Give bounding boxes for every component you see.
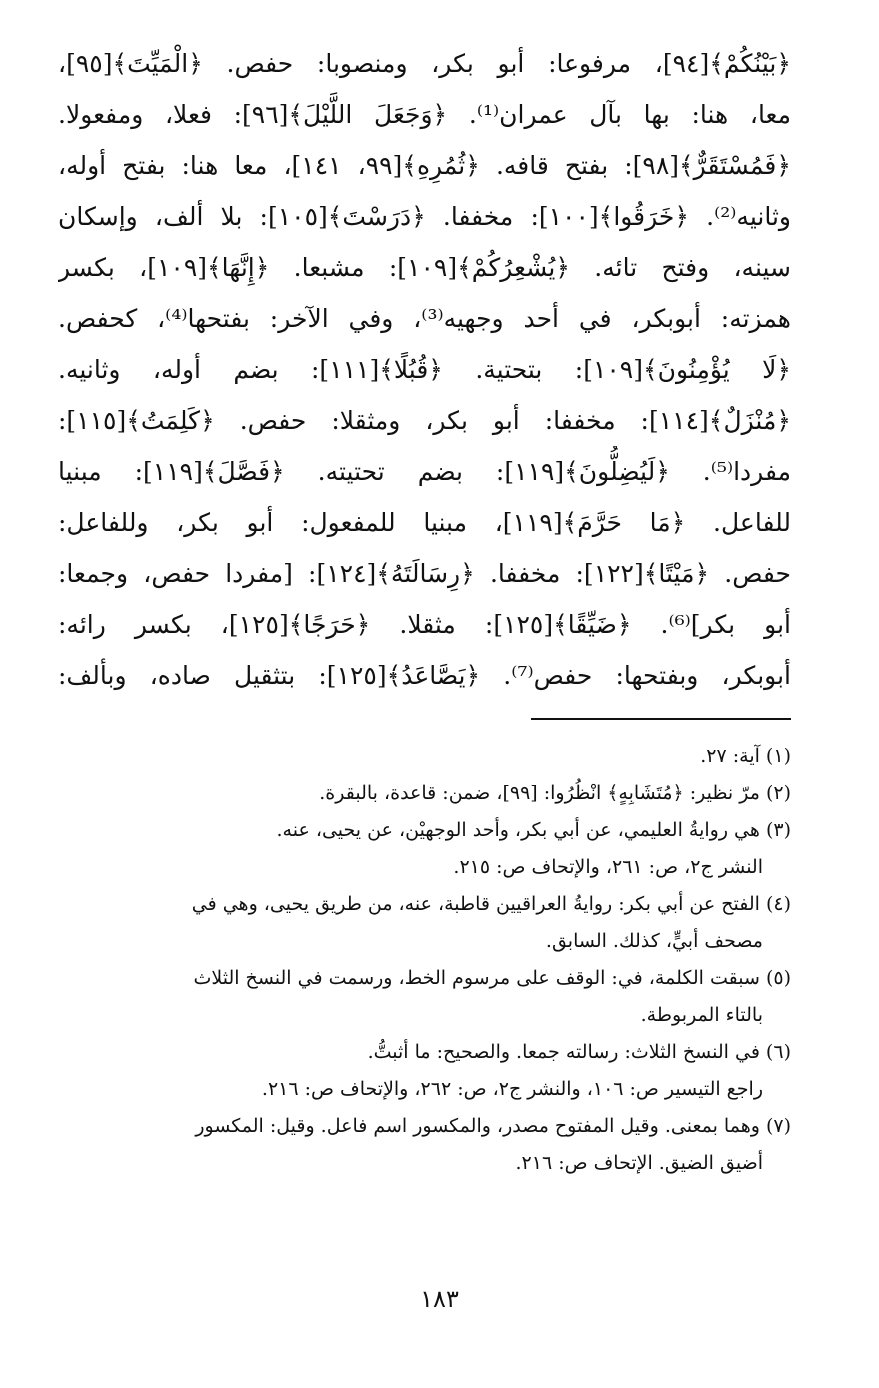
- main-text-line: أبوبكر، وبفتحها: حفص⁽⁷⁾. ﴿يَصَّاعَدُ﴾[١٢٥]: بتثقيل صاده، وبألف:: [58, 661, 791, 690]
- footnote-line: (٧) وهما بمعنى. وقيل المفتوح مصدر، والمكسور اسم فاعل. وقيل: المكسور: [195, 1115, 791, 1137]
- main-text-line: همزته: أبوبكر، في أحد وجهيه⁽³⁾، وفي الآخر: بفتحها⁽⁴⁾، كحفص.: [58, 304, 791, 333]
- footnote-line: (٢) مرّ نظير: ﴿مُتَشَابِهٍ﴾ انْظُرُوا: [٩٩]، ضمن: قاعدة، بالبقرة.: [319, 782, 791, 804]
- footnote-divider: [531, 718, 791, 720]
- footnote-line: راجع التيسير ص: ١٠٦، والنشر ج٢، ص: ٢٦٢، والإتحاف ص: ٢١٦.: [261, 1078, 763, 1100]
- main-text-line: أبو بكر]⁽⁶⁾. ﴿ضَيِّقًا﴾[١٢٥]: مثقلا. ﴿حَرَجًا﴾[١٢٥]، بكسر رائه:: [58, 610, 791, 639]
- main-text-line: وثانيه⁽²⁾. ﴿خَرَقُوا﴾[١٠٠]: مخففا. ﴿دَرَسْتَ﴾[١٠٥]: بلا ألف، وإسكان: [58, 202, 791, 231]
- footnote-line: بالتاء المربوطة.: [640, 1004, 763, 1026]
- main-text-block: [58, 38, 791, 701]
- footnote-line: (٣) هي روايةُ العليمي، عن أبي بكر، وأحد الوجهيْن، عن يحيى، عنه.: [276, 819, 791, 841]
- main-text-line: ﴿بَيْنُكُمْ﴾[٩٤]، مرفوعا: أبو بكر، ومنصوبا: حفص. ﴿الْمَيِّتَ﴾[٩٥]،: [58, 49, 791, 78]
- footnote-line: مصحف أبيٍّ، كذلك. السابق.: [545, 930, 763, 952]
- footnote-line: أضيق الضيق. الإتحاف ص: ٢١٦.: [515, 1152, 763, 1174]
- main-text-line: ﴿فَمُسْتَقَرٌّ﴾[٩٨]: بفتح قافه. ﴿ثُمُرِهِ﴾[٩٩، ١٤١]، معا هنا: بفتح أوله،: [58, 151, 791, 180]
- footnote-line: (٤) الفتح عن أبي بكر: روايةُ العراقيين قاطبة، عنه، من طريق يحيى، وهي في: [191, 893, 791, 915]
- main-text-line: للفاعل. ﴿مَا حَرَّمَ﴾[١١٩]، مبنيا للمفعول: أبو بكر، وللفاعل:: [58, 508, 791, 537]
- footnote-line: النشر ج٢، ص: ٢٦١، والإتحاف ص: ٢١٥.: [453, 856, 763, 878]
- footnote-line: (١) آية: ٢٧.: [700, 745, 791, 767]
- page-number: ١٨٣: [420, 1285, 459, 1313]
- main-text-line: ﴿لَا يُؤْمِنُونَ﴾[١٠٩]: بتحتية. ﴿قُبُلًا﴾[١١١]: بضم أوله، وثانيه.: [58, 355, 791, 384]
- footnote-line: (٥) سبقت الكلمة، في: الوقف على مرسوم الخط، ورسمت في النسخ الثلاث: [193, 967, 791, 989]
- footnotes-block: [58, 738, 791, 1182]
- main-text-line: سينه، وفتح تائه. ﴿يُشْعِرُكُمْ﴾[١٠٩]: مشبعا. ﴿إِنَّهَا﴾[١٠٩]، بكسر: [58, 253, 791, 282]
- main-text-line: حفص. ﴿مَيْتًا﴾[١٢٢]: مخففا. ﴿رِسَالَتَهُ﴾[١٢٤]: [مفردا حفص، وجمعا:: [58, 559, 791, 588]
- footnote-line: (٦) في النسخ الثلاث: رسالته جمعا. والصحيح: ما أثبتُّ.: [367, 1041, 791, 1063]
- main-text-line: ﴿مُنْزَلٌ﴾[١١٤]: مخففا: أبو بكر، ومثقلا: حفص. ﴿كَلِمَتُ﴾[١١٥]:: [58, 406, 791, 435]
- main-text-line: معا، هنا: بها بآل عمران⁽¹⁾. ﴿وَجَعَلَ اللَّيْلَ﴾[٩٦]: فعلا، ومفعولا.: [58, 100, 791, 129]
- main-text-line: مفردا⁽⁵⁾. ﴿لَيُضِلُّونَ﴾[١١٩]: بضم تحتيته. ﴿فَصَّلَ﴾[١١٩]: مبنيا: [58, 457, 791, 486]
